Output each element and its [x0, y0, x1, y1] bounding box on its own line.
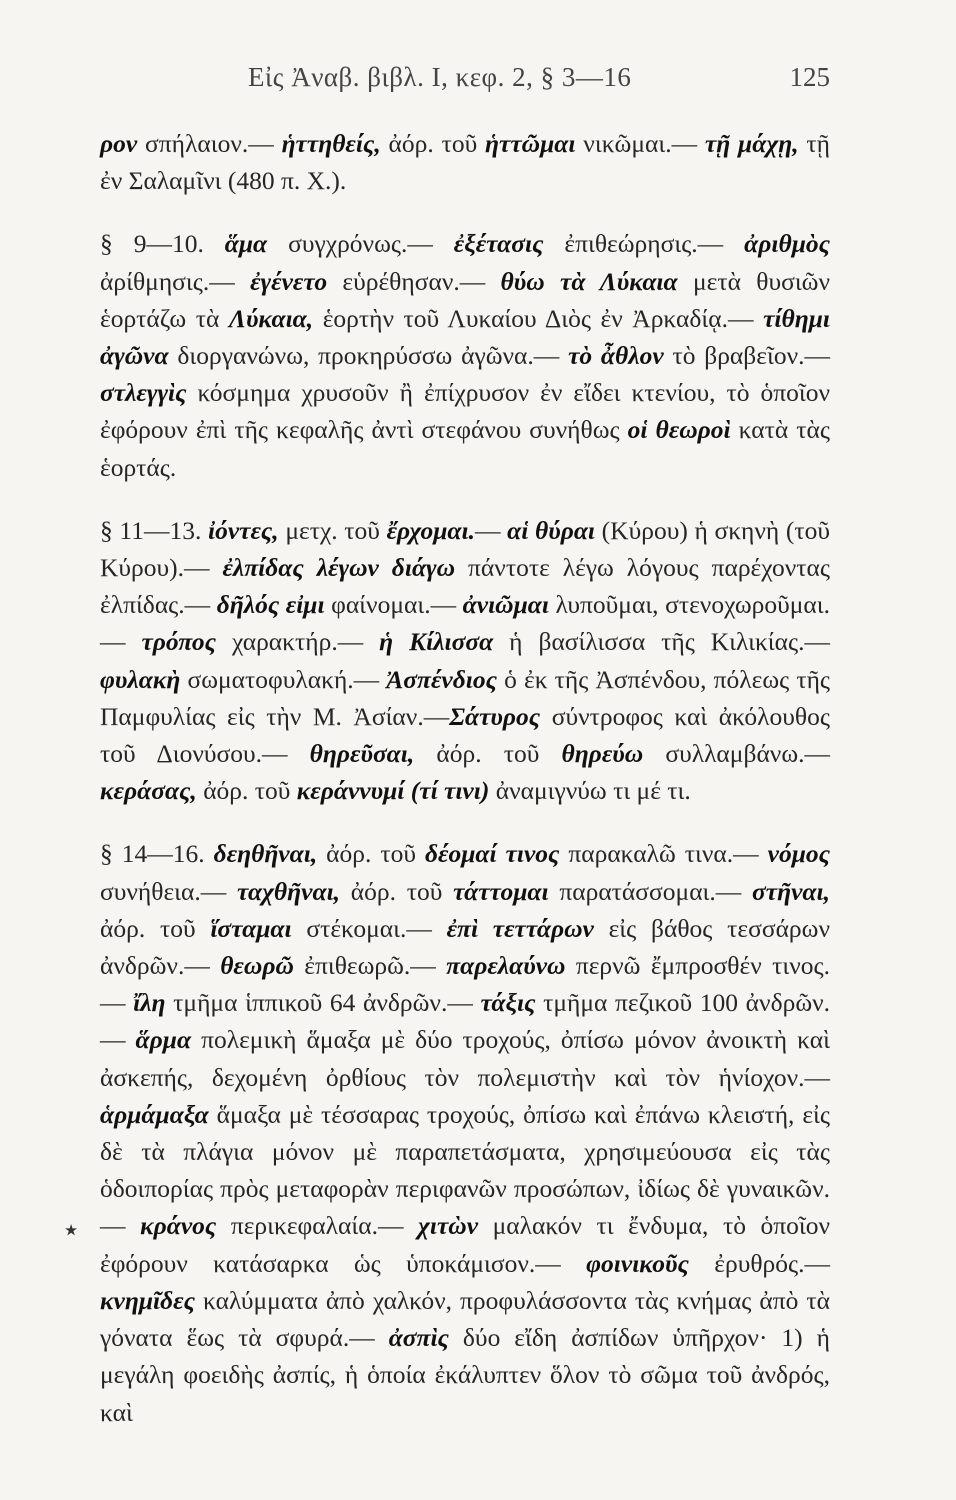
- gloss-text: σπήλαιον.—: [137, 129, 282, 158]
- glossary-term: χιτὼν: [418, 1211, 479, 1241]
- gloss-text: κατὰ τὰς ἑορτάς.: [100, 415, 830, 482]
- glossary-term: ἡττῶμαι: [485, 129, 576, 158]
- gloss-text: πάντοτε λέγω λόγους παρέχοντας ἐλπίδας.—: [100, 553, 830, 620]
- glossary-term: ἡττηθείς,: [281, 129, 381, 158]
- glossary-term: στλεγγὶς: [100, 378, 187, 408]
- gloss-text: ἀόρ. τοῦ: [414, 739, 562, 769]
- gloss-text: ἅμαξα μὲ τέσσαρας τροχούς, ὀπίσω καὶ ἐπάνω κλειστή, εἰς δὲ τὰ πλάγια μόνον μὲ παραπετάσματα, χρησιμεύουσα εἰς τὰς ὁδοιπορίας πρὸς μεταφορὰν περιφανῶν προσώπων, ἰδίως δὲ γυναικῶν.—: [100, 1099, 830, 1241]
- gloss-text: φαίνομαι.—: [324, 590, 463, 620]
- glossary-term: ἀριθμὸς: [744, 229, 830, 259]
- gloss-text: συλλαμβάνω.—: [643, 739, 830, 769]
- glossary-term: ρον: [100, 129, 138, 158]
- gloss-text: —: [474, 515, 508, 545]
- glossary-term: ταχθῆναι,: [237, 876, 341, 906]
- glossary-term: θύω τὰ Λύκαια: [500, 266, 678, 296]
- glossary-term: Σάτυρος: [449, 701, 541, 731]
- glossary-term: φοινικοῦς: [586, 1248, 689, 1278]
- gloss-text: σύντροφος καὶ ἀκόλουθος τοῦ Διονύσου.—: [100, 701, 830, 769]
- page-header: [100, 62, 830, 102]
- glossary-term: τῇ μάχῃ,: [704, 129, 799, 158]
- gloss-text: ἀόρ. τοῦ: [196, 776, 297, 806]
- gloss-text: δύο εἴδη ἀσπίδων ὑπῆρχον· 1) ἡ μεγάλη φοειδὴς ἀσπίς, ἡ ὁποία ἐκάλυπτεν ὅλον τὸ σῶμα τοῦ ἀνδρός, καὶ: [100, 1323, 830, 1427]
- glossary-term: ἡ Κίλισσα: [379, 627, 494, 657]
- gloss-text: ἐρυθρός.—: [688, 1248, 830, 1278]
- glossary-term: Λύκαια,: [228, 303, 314, 333]
- gloss-text: ἀόρ. τοῦ: [317, 839, 425, 869]
- glossary-term: αἱ θύραι: [507, 515, 596, 545]
- glossary-term: φυλακὴ: [100, 664, 181, 694]
- glossary-term: ἔρχομαι.: [386, 515, 475, 545]
- running-head: Εἰς Ἀναβ. βιβλ. Ι, κεφ. 2, § 3—16: [248, 62, 632, 92]
- glossary-term: ἵσταμαι: [210, 913, 292, 943]
- gloss-text: τῇ ἐν Σαλαμῖνι (480 π. Χ.).: [100, 129, 830, 196]
- gloss-text: ἀόρ. τοῦ: [100, 913, 211, 943]
- glossary-term: κνημῖδες: [100, 1285, 195, 1315]
- glossary-term: δῆλός εἰμι: [216, 590, 325, 620]
- section-paragraph: [100, 835, 830, 1430]
- glossary-term: κεράννυμί (τί τινι): [296, 776, 490, 806]
- gloss-text: παρατάσσομαι.—: [548, 876, 753, 906]
- gloss-text: ἡ βασίλισσα τῆς Κιλικίας.—: [493, 627, 831, 657]
- gloss-text: μετὰ θυσιῶν ἑορτάζω τὰ: [100, 266, 830, 333]
- gloss-text: χαρακτήρ.—: [216, 627, 380, 657]
- gloss-text: διοργανώνω, προκηρύσσω ἀγῶνα.—: [168, 341, 569, 371]
- gloss-text: § 14—16.: [100, 839, 214, 869]
- gloss-text: ἀόρ. τοῦ: [340, 876, 454, 906]
- gloss-text: ἀόρ. τοῦ: [380, 129, 486, 158]
- glossary-term: δέομαί τινος: [424, 839, 560, 869]
- glossary-term: νόμος: [767, 839, 830, 869]
- gloss-text: μετχ. τοῦ: [278, 515, 387, 545]
- glossary-term: ἰόντες,: [207, 515, 279, 545]
- glossary-term: ἐξέτασις: [453, 229, 544, 259]
- gloss-text: τὸ βραβεῖον.—: [663, 341, 830, 371]
- gloss-text: εἰς βάθος τεσσάρων ἀνδρῶν.—: [100, 913, 830, 981]
- section-paragraph: [100, 225, 830, 485]
- gloss-text: ἑορτὴν τοῦ Λυκαίου Διὸς ἐν Ἀρκαδίᾳ.—: [313, 303, 764, 333]
- gloss-text: περικεφαλαία.—: [216, 1211, 418, 1241]
- glossary-body: [100, 125, 830, 1431]
- section-paragraph: [100, 512, 830, 810]
- gloss-text: στέκομαι.—: [291, 913, 447, 943]
- gloss-text: εὑρέθησαν.—: [327, 266, 501, 296]
- gloss-text: τμῆμα ἱππικοῦ 64 ἀνδρῶν.—: [165, 988, 481, 1018]
- gloss-text: ἐπιθεωρῶ.—: [293, 951, 447, 981]
- gloss-text: λυποῦμαι, στενοχωροῦμαι.—: [100, 590, 830, 657]
- glossary-term: οἱ θεωροὶ: [627, 415, 731, 445]
- glossary-term: τρόπος: [141, 627, 216, 657]
- gloss-text: τμῆμα πεζικοῦ 100 ἀνδρῶν.—: [100, 988, 831, 1055]
- glossary-term: ἴλη: [133, 988, 166, 1018]
- gloss-text: ἀναμιγνύω τι μέ τι.: [489, 776, 691, 806]
- gloss-text: περνῶ ἔμπροσθέν τινος.—: [100, 951, 830, 1018]
- glossary-term: ἐγένετο: [250, 266, 328, 296]
- glossary-term: δεηθῆναι,: [213, 839, 318, 869]
- glossary-term: ἅρμα: [135, 1025, 192, 1055]
- glossary-term: τίθημι ἀγῶνα: [100, 303, 830, 371]
- glossary-term: τάξις: [480, 988, 536, 1018]
- gloss-text: § 11—13.: [100, 515, 208, 545]
- glossary-term: παρελαύνω: [446, 951, 566, 981]
- gloss-text: ἀρίθμησις.—: [100, 266, 251, 296]
- gloss-text: πολεμικὴ ἅμαξα μὲ δύο τροχούς, ὀπίσω μόνον ἀνοικτὴ καὶ ἀσκεπής, δεχομένη ὀρθίους τὸν πολεμιστὴν καὶ τὸν ἡνίοχον.—: [100, 1025, 830, 1092]
- glossary-term: ἅμα: [224, 229, 268, 259]
- glossary-term: θηρεύω: [561, 739, 644, 769]
- gloss-text: κόσμημα χρυσοῦν ἢ ἐπίχρυσον ἐν εἴδει κτενίου, τὸ ὁποῖον ἐφόρουν ἐπὶ τῆς κεφαλῆς ἀντὶ στεφάνου συνήθως: [100, 378, 830, 445]
- glossary-term: θηρεῦσαι,: [309, 739, 415, 769]
- glossary-term: στῆναι,: [752, 876, 830, 906]
- gloss-text: ὁ ἐκ τῆς Ἀσπένδου, πόλεως τῆς Παμφυλίας εἰς τὴν Μ. Ἀσίαν.—: [100, 664, 831, 731]
- glossary-term: κεράσας,: [100, 776, 197, 806]
- glossary-term: θεωρῶ: [220, 951, 294, 981]
- glossary-term: ἀνιῶμαι: [462, 590, 549, 620]
- glossary-term: ἁρμάμαξα: [100, 1099, 209, 1129]
- glossary-term: ἐπὶ τεττάρων: [446, 913, 594, 943]
- page-number: 125: [789, 62, 830, 92]
- gloss-text: συνήθεια.—: [100, 876, 238, 906]
- gloss-text: παρακαλῶ τινα.—: [559, 839, 768, 869]
- gloss-text: § 9—10.: [100, 229, 225, 259]
- glossary-term: Ἀσπένδιος: [386, 664, 497, 694]
- glossary-term: ἀσπὶς: [388, 1323, 449, 1353]
- gloss-text: νικῶμαι.—: [575, 129, 705, 158]
- gloss-text: μαλακόν τι ἔνδυμα, τὸ ὁποῖον ἐφόρουν κατάσαρκα ὡς ὑποκάμισον.—: [100, 1211, 831, 1278]
- gloss-text: (Κύρου) ἡ σκηνὴ (τοῦ Κύρου).—: [100, 515, 831, 583]
- glossary-term: ἐλπίδας λέγων διάγω: [222, 553, 456, 583]
- glossary-term: τάττομαι: [453, 876, 549, 906]
- margin-mark: ٭: [64, 1215, 79, 1245]
- gloss-text: συγχρόνως.—: [267, 229, 454, 259]
- gloss-text: ἐπιθεώρησις.—: [543, 229, 745, 259]
- paragraph-continuation: [100, 125, 830, 199]
- gloss-text: καλύμματα ἀπὸ χαλκόν, προφυλάσσοντα τὰς κνήμας ἀπὸ τὰ γόνατα ἕως τὰ σφυρά.—: [100, 1285, 830, 1353]
- gloss-text: σωματοφυλακή.—: [180, 664, 387, 694]
- glossary-term: κράνος: [140, 1211, 217, 1241]
- glossary-term: τὸ ἆθλον: [568, 341, 664, 371]
